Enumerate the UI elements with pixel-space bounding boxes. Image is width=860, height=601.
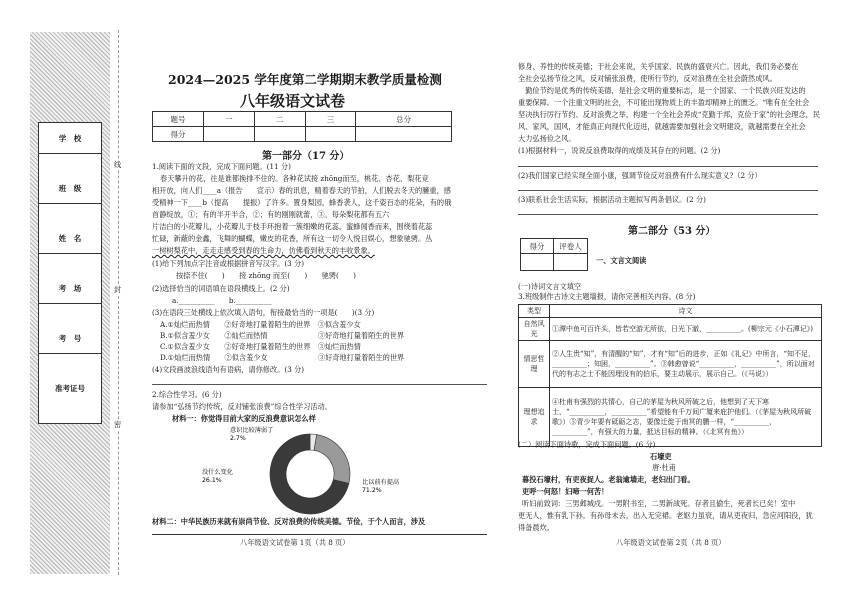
name-field[interactable]: 姓 名	[39, 223, 101, 254]
pie-value-label: 2.7%	[230, 435, 246, 442]
score-cell[interactable]	[204, 127, 255, 142]
section1-heading: 一、文言文阅读	[596, 256, 647, 265]
right-text-line: 风、家风，国风，才能真正向现代化迈进，就越需要加强社会文明建设，就越需要在全社会	[518, 122, 806, 131]
score-cell[interactable]	[305, 127, 356, 142]
poem-author: 唐·杜甫	[652, 463, 676, 472]
grader-name-label: 评卷人	[554, 239, 588, 254]
material1: 材料一：你觉得目前大家的反浪费意识怎么样	[172, 414, 316, 423]
poem-line: 听妇前致词：三男邺城戍。一男附书至，二男新战死。存者且偷生，死者长已矣！室中	[522, 499, 796, 508]
poem-line: 吏呼一何怒！妇啼一何苦！	[522, 487, 609, 496]
pie-label: 没什么变化	[202, 469, 233, 476]
answer-line[interactable]	[518, 166, 818, 167]
seal-line	[118, 30, 119, 575]
table-header-text: 诗文	[550, 305, 822, 318]
q1-1: (1)给下列加点字注音或根据拼音写汉字。(3 分)	[152, 259, 305, 268]
score-header-cell: 一	[204, 112, 255, 127]
exam-title: 2024—2025 学年度第二学期期末教学质量检测	[168, 72, 442, 87]
answer-line[interactable]	[518, 214, 818, 215]
q3: 3.班级制作古诗文主题墙报，请你完善相关内容。(8 分)	[518, 292, 696, 301]
score-label-cell: 得分	[153, 127, 204, 142]
answer-line[interactable]	[152, 384, 487, 385]
score-table	[152, 111, 452, 142]
score-cell[interactable]	[356, 127, 452, 142]
page1-footer: 八年级语文试卷第 1页（共 8 页）	[240, 538, 350, 547]
q1-2-items[interactable]: a.__________ b.__________	[172, 296, 272, 305]
right-text-line: 大力弘扬俭之风。	[518, 134, 576, 143]
passage-line: 春天攀升的花，往是谁都换排不住的。各种花试接 zhōng而至，桃花、杏花、梨花竞	[160, 174, 429, 183]
seal-mark-line: 线	[114, 160, 122, 169]
school-field[interactable]: 学 校	[39, 123, 101, 154]
poem-line: 更无人，惟有乳下孙。有孙母未去，出入无完裙。老妪力虽衰，请从吏夜归，急应河阳役，犹	[518, 511, 813, 520]
question-b: (2)我们国家已经实现全面小康，强调节俭反对浪费有什么现实意义?（2 分）	[518, 171, 762, 180]
exam-number-field[interactable]: 考 号	[39, 323, 101, 354]
q1-4: (4)文段画波浪线语句有语病，请你修改。(3 分)	[152, 365, 305, 374]
passage-line: 片洁白的小花瓣儿，小花瓣儿于枝手环抱着一簇细嫩的花蕊，蜜蜂闻香而来，围绕着花蕊	[152, 222, 433, 231]
passage-line: 相开放，向人们____a（报告 宣示）春的讯息，精着春天的节拍，人们脱去冬天的臃重，感	[152, 186, 451, 195]
row-text[interactable]: ④杜甫有强烈的共情心，自己的茅屋为秋风所破之后，他想到了天下寒士，“__________，__________”希望能有千万间广厦来庇护他们。（《茅屋为秋风所破歌》）⑤青少年要有砥砺之志，要像迁徙于南冥的鹏一样，“__________，__________”，有强大的力量，抵达目标的精神。（《北冥有鱼》）	[550, 388, 822, 447]
binding-strip	[30, 32, 110, 574]
pie-label: 意识比较薄弱了	[230, 427, 274, 434]
score-cell[interactable]	[254, 127, 305, 142]
row-type: 自然风光	[519, 318, 550, 341]
pie-slice	[314, 435, 350, 484]
score-header-cell: 总分	[356, 112, 452, 127]
q1-2: (2)选择恰当的词语填在语段横线上。(2 分)	[152, 284, 290, 293]
row-type: 理想追求	[519, 388, 550, 447]
poem-line: 得备晨炊。	[518, 523, 554, 532]
right-text-line: 重要保障。一个注重文明的社会，不可能出现物质上的丰盈却精神上的匮乏。“唯有在全社会	[518, 98, 810, 107]
q1-3: (3)在语段三处横线上依次填入语句，衔接最恰当的一项是( )(3 分)	[152, 308, 375, 317]
option-a[interactable]: A.①灿烂而热情 ②好奇地打量着陌生的世界 ③似含羞少女	[160, 320, 361, 329]
row-type: 情思哲理	[519, 341, 550, 388]
poem-title: 石壕吏	[650, 452, 672, 461]
admission-number-field[interactable]: 准考证号	[55, 383, 85, 393]
right-text-line: 修身、养性的传统美德；于社会来说，关乎国家、民族的盛衰兴亡。因此，我们务必要在	[518, 62, 799, 71]
pie-label: 比以前有提高	[362, 479, 400, 486]
part1-heading: 第一部分（17 分）	[262, 151, 350, 162]
pie-value-label: 71.2%	[362, 487, 382, 494]
question-a: (1)根据材料一，说说反浪费取得的成绩及其存在的问题。(2 分)	[518, 146, 721, 155]
right-text-line: 坚决执行厉行节约、反对浪费之举，构建一个全社会养成“克勤于邦，克俭于家”的社会理念，民	[518, 110, 821, 119]
grader-score-cell[interactable]	[521, 254, 554, 271]
q1-intro: 1.阅读下面的文段，完成下面问题。(11 分)	[152, 162, 291, 171]
passage-line: 首静绽放，①；有的半开半合，②；有的刚刚就蕾，③。每朵梨花都有五六	[152, 210, 390, 219]
row-text[interactable]: ②人生贵“知”，有清醒的“知”，才有“知”后的进步，正如《礼记》中所言，“知不足，__________；知困，__________”。③韩愈曾说“__________，__________”，所以面对代的有志之士不能因埋没有的伯乐，要主动展示，展示自己。（《马说》）	[550, 341, 822, 388]
material2: 材料二：中华民族历来就有崇尚节俭、反对浪费的传统美德。节俭，于个人而言，涉及	[152, 517, 426, 526]
class-field[interactable]: 班 级	[39, 173, 101, 204]
student-info-box	[38, 122, 102, 424]
answer-line[interactable]	[518, 190, 818, 191]
part2-heading: 第二部分（53 分）	[628, 226, 716, 237]
footer-rule	[152, 534, 487, 535]
seal-mark-seal: 封	[114, 285, 122, 294]
pie-value-label: 26.1%	[202, 477, 222, 484]
passage-line: 忙碌，新蔽的金鑫，飞舞的蝴蝶，嫩皮的花香，所有这一切令人悦目娱心，想象驰骋。丛	[152, 234, 433, 243]
right-text-line: 全社会弘扬节俭之风，反对铺张浪费，使所行节约，反对浪费在全社会蔚然成风。	[518, 74, 777, 83]
option-d[interactable]: D.①灿烂而热情 ②似含羞少女 ③好奇地打量着陌生的世界	[160, 353, 405, 362]
passage-line-wavy: 一树树梨花中，走走走感受到春的生命力，仿佛看到秋天的丰收景象。	[152, 246, 375, 255]
table-header-type: 类型	[519, 305, 550, 318]
score-header-cell: 二	[254, 112, 305, 127]
score-header-cell: 三	[305, 112, 356, 127]
right-text-line: 勤俭节约是优秀的传统美德，是社会文明的重要标志，是一个国家、一个民族兴旺发达的	[518, 86, 806, 95]
exam-room-field[interactable]: 考 场	[39, 273, 101, 304]
poem-wall-table	[518, 304, 822, 447]
waste-awareness-pie-chart	[200, 426, 420, 518]
score-header-cell: 题号	[153, 112, 204, 127]
page2-footer: 八年级语文试卷第 2页（共 8 页）	[616, 538, 726, 547]
row-text[interactable]: ①潭中鱼可百许头，皆若空游无所依，日光下澈，__________。(柳宗元《小石潭记》)	[550, 318, 822, 341]
q1-1-items: 按捺不住( ) 接 zhōng 而至( ) 驰骋( )	[176, 271, 356, 280]
q2-intro: 请参加“弘扬节约传统，反对铺张浪费”综合性学习活动。	[152, 402, 332, 411]
grader-score-label: 得分	[521, 239, 554, 254]
sub2-heading: (二）阅读下面诗歌，完成下面问题。(6 分)	[518, 440, 656, 449]
q2: 2.综合性学习。(6 分)	[152, 390, 222, 399]
seal-mark-secret: 密	[114, 420, 122, 429]
passage-line: 受精神一下____b（提高 提振）了许多。置身梨园，蜂香袭人，这千姿百态的花朵，有的俄	[152, 198, 452, 207]
option-c[interactable]: C.①似含羞少女 ②好奇地打量着陌生的世界 ③灿烂而热情	[160, 342, 361, 351]
exam-subtitle: 八年级语文试卷	[240, 92, 346, 110]
grader-box	[520, 238, 588, 271]
option-b[interactable]: B.①似含羞少女 ②灿烂而热情 ③好奇地打量着陌生的世界	[160, 331, 405, 340]
question-c: (3)联系社会生活实际，根据活动主题拟写两条倡议。(2 分)	[518, 195, 706, 204]
grader-name-cell[interactable]	[554, 254, 588, 271]
sub1-heading: (一)诗词文言文填空	[518, 282, 582, 291]
poem-line: 暮投石壕村，有吏夜捉人。老翁逾墙走，老妇出门看。	[522, 475, 695, 484]
